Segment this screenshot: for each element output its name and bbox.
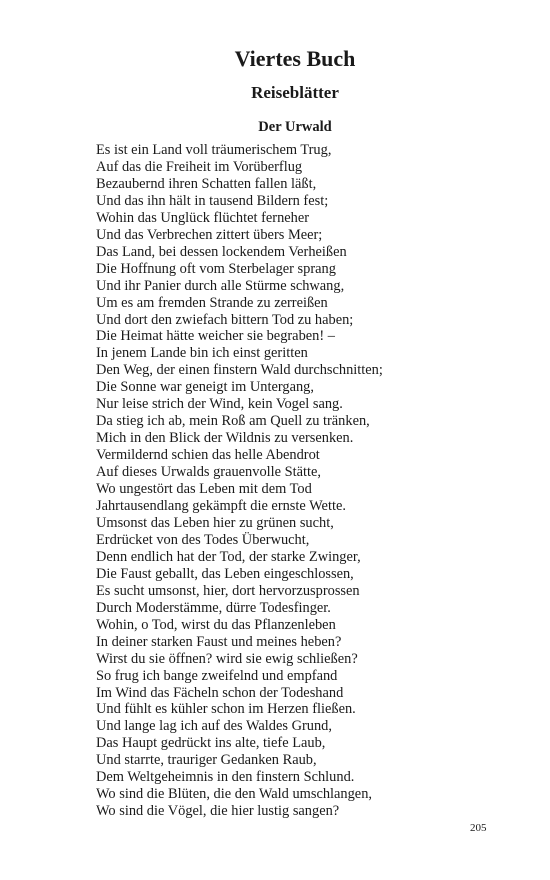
poem-line: Um es am fremden Strande zu zerreißen — [96, 294, 328, 311]
poem-line: Mich in den Blick der Wildnis zu versenken. — [96, 430, 354, 447]
poem-line: Auf dieses Urwalds grauenvolle Stätte, — [96, 464, 321, 481]
poem-line: Wohin das Unglück flüchtet ferneher — [96, 209, 310, 226]
poem-line: Es ist ein Land voll träumerischem Trug, — [96, 142, 332, 158]
poem-line: Durch Moderstämme, dürre Todesfinger. — [96, 599, 331, 616]
poem-line: Jahrtausendlang gekämpft die ernste Wette. — [96, 498, 346, 515]
poem-line: Vermildernd schien das helle Abendrot — [96, 447, 320, 464]
poem-line: Es sucht umsonst, hier, dort hervorzusprossen — [96, 582, 360, 599]
poem-line: Und ihr Panier durch alle Stürme schwang, — [96, 277, 345, 294]
poem-title: Der Urwald — [258, 119, 332, 135]
poem-line: Wo sind die Vögel, die hier lustig sangen? — [96, 803, 340, 820]
poem-line: Die Heimat hätte weicher sie begraben! – — [96, 328, 335, 345]
poem-line: Und fühlt es kühler schon im Herzen fließen. — [96, 701, 356, 718]
poem-line: Die Sonne war geneigt im Untergang, — [96, 379, 314, 396]
poem-line: In deiner starken Faust und meines heben? — [96, 633, 342, 650]
poem-line: Wohin, o Tod, wirst du das Pflanzenleben — [96, 616, 336, 633]
poem-line: So frug ich bange zweifelnd und empfand — [96, 667, 338, 684]
poem-line: Wo sind die Blüten, die den Wald umschlangen, — [96, 786, 372, 803]
chapter-title: Reiseblätter — [251, 83, 339, 102]
book-title: Viertes Buch — [234, 46, 356, 71]
poem-line: Denn endlich hat der Tod, der starke Zwinger, — [96, 548, 361, 565]
poem-line: Die Hoffnung oft vom Sterbelager sprang — [96, 260, 336, 277]
poem-line: Nur leise strich der Wind, kein Vogel sang. — [96, 396, 343, 413]
poem-line: Und lange lag ich auf des Waldes Grund, — [96, 718, 332, 735]
poem-line: Im Wind das Fächeln schon der Todeshand — [96, 684, 344, 701]
poem-line: Auf das die Freiheit im Vorüberflug — [96, 158, 303, 175]
poem-line: Das Haupt gedrückt ins alte, tiefe Laub, — [96, 735, 326, 752]
poem-line: Und dort den zwiefach bittern Tod zu haben; — [96, 311, 354, 328]
poem-line: Und das Verbrechen zittert übers Meer; — [96, 226, 323, 243]
poem-line: Dem Weltgeheimnis in den finstern Schlund. — [96, 769, 355, 786]
poem-line: Bezaubernd ihren Schatten fallen läßt, — [96, 175, 317, 192]
poem-body — [96, 142, 516, 820]
poem-line: Und starrte, trauriger Gedanken Raub, — [96, 752, 317, 769]
poem-line: Die Faust geballt, das Leben eingeschlossen, — [96, 565, 354, 582]
poem-line: In jenem Lande bin ich einst geritten — [96, 345, 308, 362]
page-number: 205 — [470, 822, 487, 834]
poem-line: Den Weg, der einen finstern Wald durchschnitten; — [96, 362, 383, 379]
poem-line: Wo ungestört das Leben mit dem Tod — [96, 481, 312, 498]
poem-line: Da stieg ich ab, mein Roß am Quell zu tränken, — [96, 413, 370, 430]
poem-line: Das Land, bei dessen lockendem Verheißen — [96, 243, 347, 260]
poem-line: Umsonst das Leben hier zu grünen sucht, — [96, 514, 334, 531]
poem-line: Wirst du sie öffnen? wird sie ewig schließen? — [96, 650, 358, 667]
poem-line: Und das ihn hält in tausend Bildern fest; — [96, 192, 329, 209]
poem-line: Erdrücket von des Todes Überwucht, — [96, 531, 310, 548]
